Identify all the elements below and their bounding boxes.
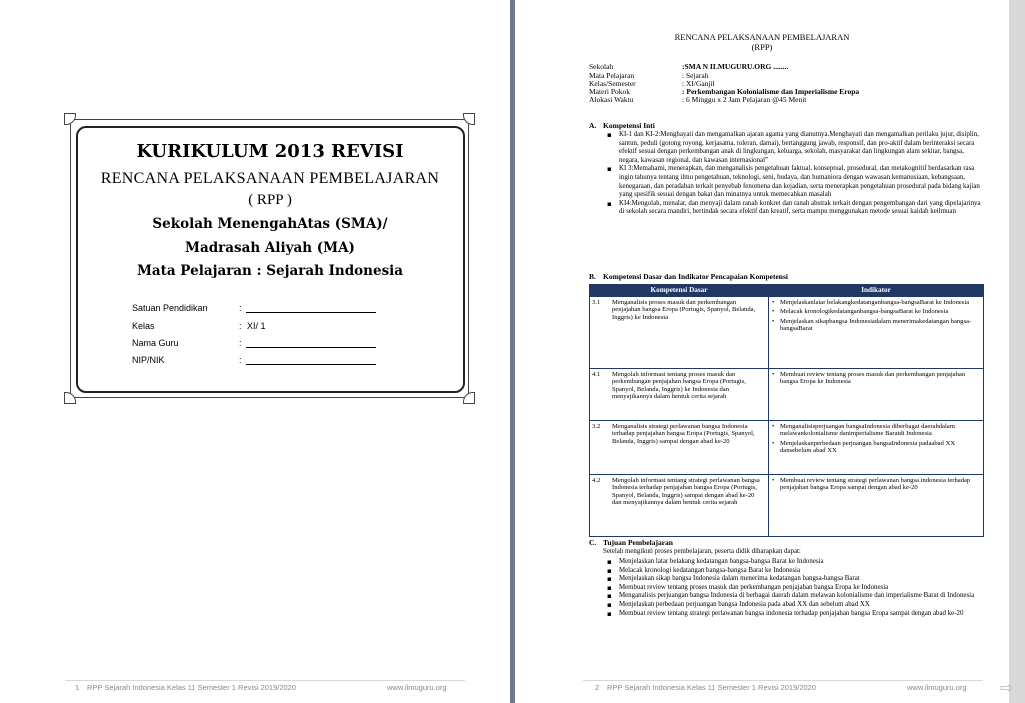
tujuan-intro: Setelah mengikuti proses pembelajaran, peserta didik diharapkan dapat:: [603, 548, 801, 555]
tujuan-item: ▪ Menjelaskan sikap bangsa Indonesia dalam menerima kedatangan bangsa-bangsa Barat: [607, 575, 983, 584]
kd-cell: [590, 369, 769, 421]
section-a-heading: [589, 121, 655, 130]
kd-number: 3.1: [592, 299, 601, 306]
cover-madrasah: Madrasah Aliyah (MA): [185, 240, 355, 256]
info-value: : 6 Minggu x 2 Jam Pelajaran @45 Menit: [682, 95, 807, 104]
tujuan-item: ▪ Menganalisis perjuangan bangsa Indonesia di berbagai daerah dalam melawan kolonialisme dan imperialisme Barat di Indonesia: [607, 592, 983, 601]
indicator-cell: [769, 421, 984, 475]
page-footer: [65, 680, 465, 693]
kd-cell: [590, 475, 769, 537]
table-header-row: [590, 285, 984, 297]
table-row: [590, 369, 984, 421]
field-value: XI/ 1: [247, 321, 266, 331]
page-footer: [583, 680, 983, 693]
kd-text: Mengolah informasi tentang strategi perlawanan bangsa Indonesia terhadap penjajahan bangsa Eropa (Portugis, Spanyol, Belanda, Inggris) sampai dengan abad ke-20 dan menyajikannya dalam bentuk cerita sejarah: [612, 477, 760, 507]
footer-site: www.ilmuguru.org: [907, 683, 967, 692]
document-page-1: [0, 0, 510, 703]
tujuan-item: ▪ Menjelaskan perbedaan perjuangan bangsa Indonesia pada abad XX dan sebelum abad XX: [607, 601, 983, 610]
section-number: A.: [589, 121, 597, 130]
ki-item: ▪ KI4:Mengolah, menalar, dan menyaji dalam ranah konkret dan ranah abstrak terkait dengan pengembangan dari yang dipelajarinya di sekolah secara mandiri, bertindak secara efektif dan kreatif, serta mampu menggunakan metode sesuai kaidah keilmuan: [607, 200, 983, 217]
footer-page-number: 2: [595, 683, 600, 692]
kd-number: 4.2: [592, 477, 601, 484]
tujuan-item: ▪ Menjelaskan latar belakang kedatangan bangsa-bangsa Barat ke Indonesia: [607, 558, 983, 567]
field-colon: :: [239, 303, 242, 313]
field-underline: [246, 347, 376, 348]
field-colon: :: [239, 338, 242, 348]
field-label: Kelas: [132, 321, 155, 331]
info-value: : Perkembangan Kolonialisme dan Imperialisme Eropa: [682, 87, 860, 96]
cover-school-type: Sekolah MenengahAtas (SMA)/: [152, 216, 388, 232]
info-key: Materi Pokok: [589, 87, 631, 96]
footer-title: RPP Sejarah Indonesia Kelas 11 Semester 1 Revisi 2019/2020: [87, 683, 297, 692]
tujuan-item: ▪ Membuat review tentang proses masuk dan perkembangan penjajahan bangsa Eropa ke Indonesia: [607, 584, 983, 593]
field-underline: [246, 312, 376, 313]
kd-cell: [590, 421, 769, 475]
field-colon: :: [239, 355, 242, 365]
cover-subject: Mata Pelajaran : Sejarah Indonesia: [136, 263, 404, 279]
kd-cell: [590, 297, 769, 369]
info-value: :SMA N ILMUGURU.ORG ........: [682, 62, 789, 71]
indicator-item: • Melacak kronologikedatanganbangsa-bangsaBarat ke Indonesia: [771, 308, 981, 315]
section-title: Tujuan Pembelajaran: [603, 538, 673, 547]
ki-list: [607, 131, 983, 217]
kd-number: 3.2: [592, 423, 601, 430]
section-number: C.: [589, 538, 597, 547]
next-page-arrow-icon[interactable]: ⇨: [1000, 678, 1014, 697]
kd-indicator-table: [589, 284, 984, 537]
table-row: [590, 475, 984, 537]
field-label: Nama Guru: [132, 338, 179, 348]
tujuan-list: [607, 558, 983, 618]
field-colon: :: [239, 321, 242, 331]
kd-text: Menganalisis proses masuk dan perkembangan penjajahan bangsa Eropa (Portugis, Spanyol, Belanda, Inggris) ke Indonesia: [612, 299, 756, 321]
kd-text: Mengolah informasi tentang proses masuk dan perkembangan penjajahan bangsa Eropa (Portugis, Spanyol, Belanda, Inggris) ke Indonesia dan menyajikannya dalam bentuk cerita sejarah: [612, 371, 746, 401]
table-row: [590, 421, 984, 475]
kd-number: 4.1: [592, 371, 601, 378]
table-header: Indikator: [769, 285, 984, 297]
indicator-item: • Menjelaskanperbedaan perjuangan bangsaIndonesia padaabad XX dansebelum abad XX: [771, 440, 981, 455]
rpp-heading-abbr: (RPP): [751, 42, 773, 52]
tujuan-item: ▪ Membuat review tentang strategi perlawanan bangsa indonesia terhadap penjajahan bangsa Eropa sampai dengan abad ke-20: [607, 610, 983, 619]
info-key: Mata Pelajaran: [589, 71, 635, 80]
document-page-2: [515, 0, 1009, 703]
indicator-item: • Membuat review tentang proses masuk dan perkembangan penjajahan bangsa Eropa ke Indonesia: [771, 371, 981, 386]
cover-subtitle: RENCANA PELAKSANAAN PEMBELAJARAN: [100, 170, 440, 187]
rpp-heading: RENCANA PELAKSANAAN PEMBELAJARAN: [674, 32, 850, 42]
info-key: Kelas/Semester: [589, 79, 636, 88]
tujuan-item: ▪ Melacak kronologi kedatangan bangsa-bangsa Barat ke Indonesia: [607, 567, 983, 576]
section-b-heading: [589, 272, 788, 281]
info-key: Sekolah: [589, 62, 614, 71]
indicator-item: • Membuat review tentang strategi perlawanan bangsa indonesia terhadap penjajahan bangsa Eropa sampai dengan abad ke-20: [771, 477, 981, 492]
section-c-heading: [589, 538, 673, 547]
indicator-cell: [769, 475, 984, 537]
info-value: : Sejarah: [682, 71, 709, 80]
indicator-cell: [769, 297, 984, 369]
right-scroll-strip: [1009, 0, 1025, 703]
field-label: NIP/NIK: [132, 355, 165, 365]
indicator-item: • Menjelaskan sikapbangsa Indonesiadalam menerimakedatangan bangsa-bangsaBarat: [771, 318, 981, 333]
section-title: Kompetensi Dasar dan Indikator Pencapaian Kompetensi: [603, 272, 788, 281]
indicator-cell: [769, 369, 984, 421]
kd-text: Menganalisis strategi perlawanan bangsa Indonesia terhadap penjajahan bangsa Eropa (Portugis, Spanyol, Belanda, Inggris) sampai dengan abad ke-20: [612, 423, 755, 445]
cover-rpp: ( RPP ): [248, 192, 292, 208]
ki-item: ▪ KI 3:Memahami, menerapkan, dan menganalisis pengetahuan faktual, konseptual, prosedural, dan metakognitif berdasarkan rasa ingin tahunya tentang ilmu pengetahuan, teknologi, seni, budaya, dan humaniora dengan wawasan kemanusiaan, kebangsaan, kenegaraan, dan peradaban terkait penyebab fenomena dan kejadian, serta menerapkan pengetahuan prosedural pada bidang kajian yang spesifik sesuai dengan bakat dan minatnya untuk memecahkan masalah: [607, 165, 983, 199]
field-underline: [246, 364, 376, 365]
indicator-item: • Menjelaskanlatar belakangkedatanganbangsa-bangsaBarat ke Indonesia: [771, 299, 981, 306]
footer-title: RPP Sejarah Indonesia Kelas 11 Semester 1 Revisi 2019/2020: [607, 683, 817, 692]
indicator-item: • Menganalisisperjuangan bangsaIndonesia diberbagai daerahdalam melawankolonialisme danimperialisme Baratdi Indonesia: [771, 423, 981, 438]
cover-title: KURIKULUM 2013 REVISI: [136, 141, 404, 162]
footer-page-number: 1: [75, 683, 80, 692]
table-row: [590, 297, 984, 369]
section-number: B.: [589, 272, 596, 281]
table-header: Kompetensi Dasar: [590, 285, 769, 297]
footer-site: www.ilmuguru.org: [387, 683, 447, 692]
section-title: Kompetensi Inti: [603, 121, 655, 130]
field-label: Satuan Pendidikan: [132, 303, 208, 313]
ki-item: ▪ KI-1 dan KI-2:Menghayati dan mengamalkan ajaran agama yang dianutnya.Menghayati dan mengamalkan perilaku jujur, disiplin, santun, peduli (gotong royong, kerjasama, toleran, damai), bertanggung jawab, responsif, dan pro-aktif dalam berinteraksi secara efektif sesuai dengan perkembangan anak di lingkungan, keluarga, sekolah, masyarakat dan lingkungan alam sekitar, bangsa, negara, kawasan regional, dan kawasan internasional”: [607, 131, 983, 165]
cover-inner-frame: [76, 126, 465, 393]
info-key: Alokasi Waktu: [589, 95, 634, 104]
info-value: : XI/Ganjil: [682, 79, 715, 88]
